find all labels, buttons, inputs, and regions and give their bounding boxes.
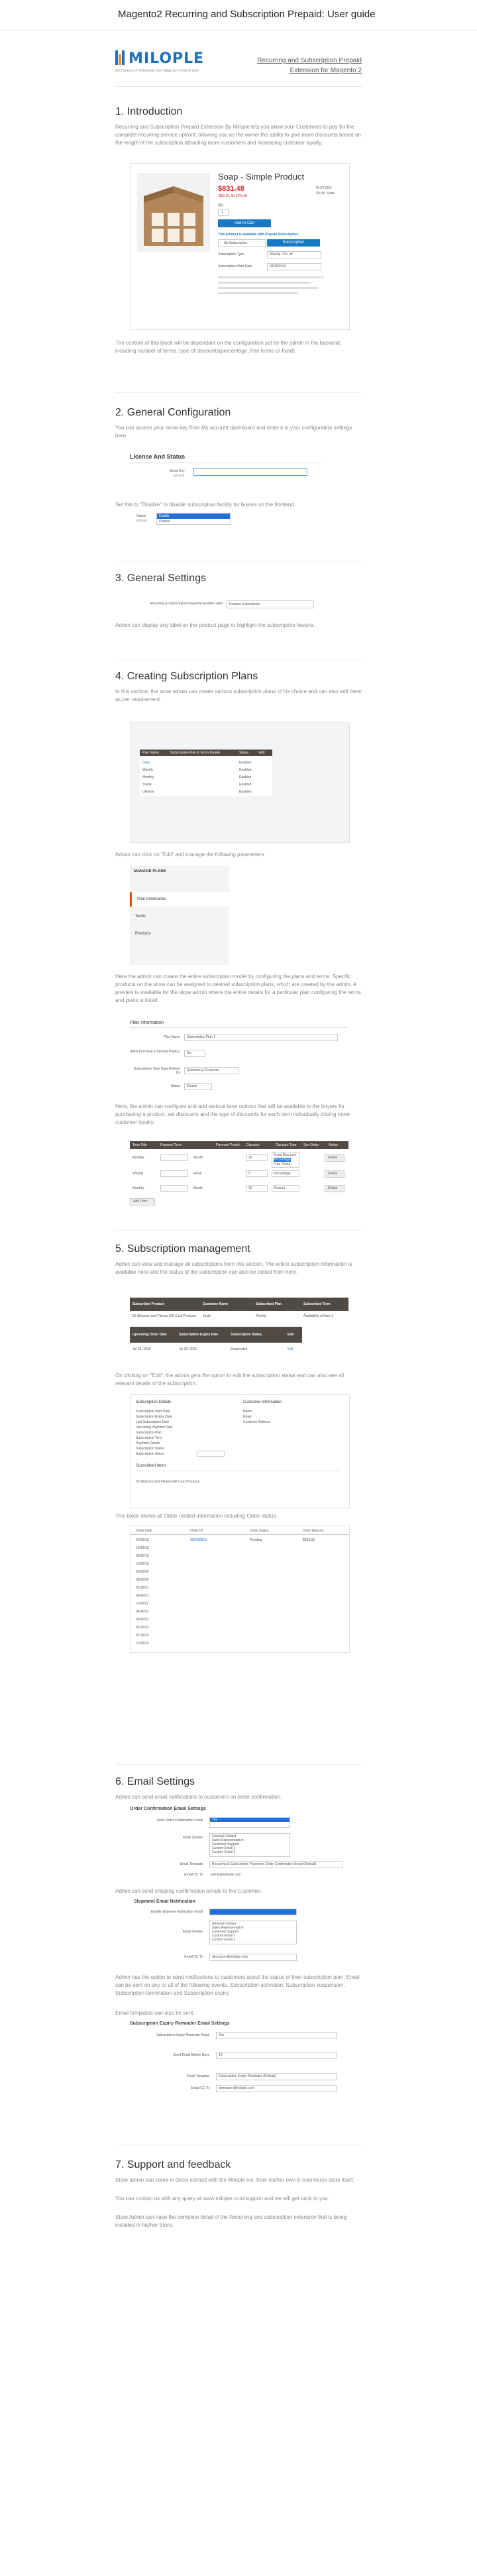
intro-heading: 1. Introduction (115, 106, 183, 117)
shipment-cc-value: demouser@milople.com (212, 1955, 248, 1959)
plans-col-action: Edit (259, 751, 265, 755)
status-dropdown[interactable] (156, 513, 231, 525)
product-page-screenshot (130, 163, 350, 330)
plans-col-status: Status (239, 751, 249, 755)
expiry-reminder-select[interactable] (216, 2032, 337, 2039)
table-row[interactable] (140, 767, 272, 774)
status-option-disable-label: Disable (159, 520, 170, 524)
days-before-value: 10 (219, 2053, 223, 2057)
orders-col-date: Order Date (136, 1529, 152, 1533)
send-confirmation-label: Send Order Confirmation Email (156, 1819, 203, 1822)
term-row-title: Monthly (132, 1186, 144, 1190)
page-title: Magento2 Recurring and Subscription Prepaid: User guide (118, 9, 376, 20)
support-paragraph-2: You can contact us with any query at www.milople.com/support and we will get back to you. (115, 2196, 329, 2202)
delete-term-label: Delete (328, 1172, 338, 1176)
payment-term-input[interactable] (160, 1185, 188, 1192)
subs-col-edit: Edit (288, 1333, 294, 1337)
product-sku: SKU#: Soap (316, 192, 335, 196)
terms-col-discount: Discount (246, 1143, 260, 1147)
subs-row-upcoming: Jul 26, 2018 (132, 1347, 151, 1351)
plan-row-status: Enabled (239, 790, 252, 794)
logo-mark-icon (115, 50, 125, 65)
sender-option[interactable]: Customer Support (212, 1842, 239, 1846)
plan-name-value: Subscription Plan 1 (187, 1035, 216, 1039)
plan-status-label: Status (170, 1084, 180, 1088)
subs-col-plan: Subscribed Plan (256, 1302, 282, 1306)
plans-paragraph-3: Here the admin can create the entire subscription model by configuring the plans and terms. Specific products on the store can be assigned to desired subscription plans, which are created by the admin. A preview is available for the store admin where the entire details for a particular plan configuring the terms and plans is listed. (115, 974, 361, 1003)
terms-col-sort: Sort Order (303, 1143, 319, 1147)
plans-grid-header (140, 750, 272, 756)
intro-paragraph-1: Recurring and Subscription Prepaid Extension By Milople lets you allow your Customers to pay for the complete recurring service upfront, allowing you as the owner the ability to give more discounts based on the length of the subscription attracting more customers and increasing customer loyalty. (115, 124, 361, 146)
subs-col-status: Subscription Status (231, 1333, 262, 1337)
term-row-unit: Month (193, 1156, 203, 1160)
term-row-discount: 10 (248, 1156, 252, 1160)
term-row-discount: 15 (248, 1186, 252, 1190)
orders-col-status: Order Status (250, 1529, 269, 1533)
support-paragraph-3: Store Admin can have the complete detail of the Recurring and subscription extension that is being installed in his/her Store. (115, 2214, 347, 2228)
plan-row-name: Lifetime (142, 790, 154, 794)
stock-status: IN STOCK (316, 186, 332, 190)
expiry-template-label: Email Template (186, 2074, 209, 2078)
order-date: 12/26/23 (136, 1642, 149, 1646)
detail-row-label: Subscription Status (136, 1452, 165, 1456)
tab-terms[interactable] (130, 909, 229, 924)
order-date: 10/26/19 (136, 1562, 149, 1566)
shipment-cc-label: Email CC To (184, 1955, 203, 1959)
subscription-available-label: This product is available with Prepaid Subscription (218, 233, 299, 237)
order-email-screenshot (130, 1807, 348, 1879)
subscribed-item-name: 50 Skincare and Fitness Gift Card Products (136, 1480, 200, 1484)
sender-option[interactable]: Sales Representative (212, 1926, 244, 1930)
customer-row-label: Email (243, 1415, 252, 1419)
enable-shipment-select[interactable] (209, 1909, 297, 1915)
product-box-image (137, 173, 210, 252)
email-template-select[interactable] (209, 1861, 343, 1868)
subs-col-product: Subscribed Product (132, 1302, 164, 1306)
plan-row-status: Enabled (239, 775, 252, 779)
subscription-type-label: Subscription Type (218, 252, 244, 256)
plan-status-value: Enable (187, 1084, 197, 1088)
customer-row-label: Name (243, 1410, 252, 1414)
term-row-unit: Week (193, 1172, 202, 1176)
expiry-cc-input[interactable] (216, 2085, 337, 2092)
orders-list (131, 1545, 349, 1651)
subs-edit-link[interactable]: Edit (288, 1347, 293, 1351)
detail-row-label: Subscription Plan (136, 1431, 162, 1435)
order-id-link[interactable]: 000000010 (190, 1538, 207, 1542)
term-row-title: Monthly (132, 1156, 144, 1160)
status-screenshot (130, 510, 236, 537)
days-before-input[interactable] (216, 2052, 337, 2059)
plans-grid-body (140, 756, 272, 796)
detail-row-label: Subscription Term (136, 1436, 162, 1440)
logo-text: MILOPLE (129, 50, 205, 67)
general-config-paragraph-1: You can access your serial key from My account dashboard and enter it in your configuration settings here. (115, 425, 352, 439)
subscription-mgmt-heading: 5. Subscription management (115, 1243, 250, 1255)
subscriptions-table-header-2 (130, 1327, 302, 1343)
tab-plan-information-label: Plan Information (137, 897, 166, 901)
plan-information-screenshot (130, 1021, 348, 1093)
send-confirmation-yes-label: Yes (212, 1818, 218, 1822)
detail-row-label: Subscription Status (136, 1447, 165, 1451)
plan-row-name: Monthly (142, 775, 154, 779)
tab-plan-information[interactable] (130, 892, 229, 907)
send-confirmation-yes[interactable] (210, 1818, 290, 1822)
tab-products[interactable] (130, 926, 229, 941)
enable-label-value: Prepaid Subscription (229, 602, 260, 606)
serial-key-input[interactable] (193, 468, 307, 476)
status-label: Status (136, 514, 146, 518)
customer-info-title: Customer Information (243, 1400, 282, 1404)
section-divider-5 (115, 1764, 362, 1765)
send-confirmation-select[interactable] (209, 1817, 290, 1828)
qty-label: Qty (218, 203, 223, 207)
plan-row-name: Yearly (142, 783, 152, 787)
subs-col-term: Subscribed Term (303, 1302, 331, 1306)
delete-term-button[interactable] (325, 1185, 344, 1192)
subscribed-items-title: Subscribed Items (136, 1464, 167, 1468)
expiry-template-select[interactable] (216, 2073, 337, 2080)
subscriptions-table-screenshot (130, 1298, 348, 1361)
detail-row-label: Subscription Start Date (136, 1410, 170, 1414)
table-row[interactable] (140, 782, 272, 789)
term-row-type: Percentage (274, 1172, 291, 1176)
manage-plans-title: MANAGE PLANS (134, 869, 166, 873)
logo-tagline: the Creators of Technology from Magento's Point of View (115, 69, 199, 73)
detail-row-label: Upcoming Payment Date (136, 1426, 173, 1429)
enable-shipment-label: Enable Shipment Notification Email (150, 1910, 203, 1914)
email-sender-label: Email Sender (182, 1836, 203, 1840)
subscription-mgmt-paragraph-3: This block shows all Order related information including Order status. (115, 1513, 278, 1519)
expiry-email-screenshot (130, 2021, 348, 2101)
shipment-email-screenshot (130, 1899, 348, 1964)
plan-row-name: Weekly (142, 768, 154, 772)
no-subscription-option[interactable] (218, 239, 266, 247)
plans-paragraph-4: Here, the admin can configure and add various term options that will be available to the buyers for purchasing a product, set discounts and the type of discounts for each term individually driving more customer loyalty. (115, 1103, 350, 1125)
subs-col-customer: Customer Name (203, 1302, 229, 1306)
add-term-button[interactable] (130, 1198, 155, 1205)
section-divider-1 (115, 392, 362, 393)
plan-row-status: Enabled (239, 768, 252, 772)
qty-value: 1 (221, 210, 223, 214)
plan-status-select[interactable] (184, 1083, 212, 1090)
email-paragraph-4: Email templates can also be sent. (115, 2010, 195, 2016)
customer-row-label: Customer Address (243, 1420, 271, 1424)
allow-purchase-value: No (187, 1051, 191, 1055)
subs-row-expiry: Jul 26, 2021 (179, 1347, 197, 1351)
discount-input[interactable] (246, 1185, 268, 1192)
order-date: 01/26/21 (136, 1586, 149, 1590)
sender-option[interactable]: General Contact (212, 1834, 237, 1838)
delete-term-button[interactable] (325, 1154, 344, 1162)
expiry-reminder-value: Yes (219, 2033, 225, 2037)
email-template-label: Email Template (180, 1862, 203, 1866)
brand-logo (115, 49, 205, 77)
order-date: 06/26/21 (136, 1594, 149, 1598)
email-sender-list[interactable] (209, 1833, 290, 1857)
general-settings-paragraph: Admin can display any label on the product page to highlight the subscription feature. (115, 622, 315, 628)
discount-type-select[interactable] (272, 1170, 299, 1177)
order-date: 08/26/20 (136, 1578, 149, 1582)
subscription-option[interactable]: Subscription (267, 239, 320, 247)
days-before-label: Send Email Before Days (173, 2053, 209, 2057)
delete-term-button[interactable] (325, 1170, 344, 1178)
sender-option[interactable]: Sales Representative (212, 1838, 244, 1842)
order-date: 05/26/19 (136, 1554, 149, 1558)
payment-term-input[interactable] (160, 1170, 188, 1177)
term-row-discount: 5 (248, 1172, 250, 1176)
table-row[interactable] (130, 1169, 348, 1178)
order-date: 07/26/23 (136, 1634, 149, 1638)
start-date-defined-value: Selected by Customer (187, 1068, 220, 1072)
table-row[interactable] (130, 1345, 302, 1355)
expiry-email-title: Subscription Expiry Reminder Email Settings (130, 2021, 230, 2026)
status-option-disable[interactable] (157, 519, 230, 524)
plans-paragraph-2: Admin can click on "Edit" and manage the following parameters. (115, 852, 266, 858)
subs-row-status: Suspended (231, 1347, 248, 1351)
email-paragraph-3: Admin has the option to send notifications to customers about the status of their subscription plan. Email can be sent on any or all of the following events. Subscription activation, Subscription suspension, Subscription termination and Subscription expiry. (115, 1974, 360, 1996)
general-settings-heading: 3. General Settings (115, 573, 206, 584)
qty-input[interactable] (218, 209, 229, 216)
terms-col-payment-term: Payment Term (160, 1143, 182, 1147)
order-amount: $553.56 (303, 1538, 315, 1542)
subscription-type-value: Weekly / 5% off (270, 252, 293, 256)
enable-label-input[interactable] (227, 600, 314, 608)
add-to-cart-button[interactable]: Add to Cart (218, 219, 271, 227)
product-discount: -$63.16, $n 20% off (218, 194, 247, 198)
subs-row-term: Availability of lines 1 (303, 1314, 333, 1318)
status-option-enable[interactable] (157, 514, 230, 519)
subs-col-upcoming: Upcoming Order Date (132, 1333, 167, 1337)
terms-col-title: Term Title (132, 1143, 147, 1147)
shipment-sender-list[interactable] (209, 1921, 297, 1944)
license-screenshot (130, 453, 322, 493)
order-date: 04/26/22 (136, 1610, 149, 1614)
shipment-sender-label: Email Sender (182, 1930, 203, 1934)
terms-col-action: Action (329, 1143, 338, 1147)
sender-option[interactable]: Custom Email 1 (212, 1846, 236, 1850)
table-row[interactable] (140, 760, 272, 767)
subs-row-product: 50 Skincare and Fitness Gift Card Products (132, 1314, 197, 1318)
shipment-email-title: Shipment Email Notification (134, 1899, 195, 1904)
manage-plans-screenshot (130, 866, 229, 965)
start-date-label: Subscription Start Date (218, 264, 252, 268)
no-subscription-label: No Subscription (224, 241, 248, 245)
header-divider (115, 86, 362, 87)
subscriptions-table-header (130, 1298, 348, 1311)
general-config-heading: 2. General Configuration (115, 407, 231, 418)
term-row-title: Weekly (132, 1172, 144, 1176)
product-price: $831.48 (218, 185, 244, 193)
plan-information-title: Plan Information (130, 1021, 164, 1025)
email-heading: 6. Email Settings (115, 1776, 195, 1787)
detail-row-label: Last Subscription Date (136, 1420, 170, 1424)
subscription-mgmt-paragraph-1: Admin can view and manage all subscriptions from this section. The entire subscription information is available here and the status of the subscription can also be edited from here. (115, 1261, 352, 1275)
detail-row-label: Payment Details (136, 1441, 160, 1445)
sender-option[interactable]: Custom Email 2 (212, 1938, 236, 1942)
enable-label-field-label: Recurring & Subscription Payments Enable Label (150, 602, 223, 606)
order-status: Pending (250, 1538, 262, 1542)
terms-col-period: Payment Period (216, 1143, 240, 1147)
order-date: 09/26/22 (136, 1618, 149, 1622)
shipment-cc-input[interactable] (209, 1954, 297, 1961)
terms-grid-screenshot (130, 1137, 348, 1210)
terms-col-discount-type: Discount Type (276, 1143, 297, 1147)
enable-label-screenshot (130, 596, 329, 615)
plans-heading: 4. Creating Subscription Plans (115, 671, 258, 682)
orders-table-screenshot (130, 1526, 350, 1653)
discount-type-option[interactable]: Percentage (274, 1158, 291, 1162)
general-config-paragraph-2: Set this to "Disable" to disable subscription facility for buyers on the frontend. (115, 502, 296, 508)
product-name: Soap - Simple Product (218, 172, 305, 182)
order-date: 07/26/18 (136, 1538, 149, 1542)
email-cc-value: admin@milople.com (211, 1873, 241, 1877)
tab-terms-label: Terms (135, 915, 146, 919)
plans-col-desc: Subscription Plan & Terms Details (170, 751, 221, 755)
tab-products-label: Products (135, 932, 151, 936)
discount-input[interactable] (246, 1154, 268, 1161)
sender-option[interactable]: General Contact (212, 1922, 237, 1926)
start-date-defined-label: Subscription Start Date Defined By (133, 1067, 180, 1075)
terms-grid-header (130, 1141, 348, 1149)
subs-row-customer: Justin (203, 1314, 212, 1318)
start-date-input[interactable] (267, 263, 321, 270)
product-image-frame (137, 173, 210, 252)
serial-key-scope: [global] (174, 474, 185, 478)
table-row[interactable] (140, 789, 272, 796)
order-date: 11/26/21 (136, 1602, 149, 1606)
table-row[interactable] (131, 1537, 349, 1543)
sender-option[interactable]: Custom Email 2 (212, 1850, 236, 1854)
delete-term-label: Delete (328, 1156, 338, 1160)
discount-type-list[interactable] (272, 1152, 299, 1168)
subs-col-expiry: Subscription Expiry Date (179, 1333, 219, 1337)
section-divider-4 (115, 1230, 362, 1231)
start-date-defined-select[interactable] (184, 1067, 238, 1074)
discount-type-option[interactable]: Free Terms (274, 1162, 291, 1166)
add-term-label: Add Term (133, 1200, 148, 1204)
intro-paragraph-2: The content of this block will be dependant on the configuration set by the admin in the backend, including number of terms, type of discounts(percentage, free terms or fixed). (115, 340, 342, 354)
subs-row-plan: Weekly (256, 1314, 267, 1318)
delete-term-label: Delete (328, 1186, 338, 1190)
email-cc-label: Email CC To (184, 1873, 203, 1877)
subscription-mgmt-paragraph-2: On clicking on "Edit", the admin gets the option to edit the subscription status and can also see all relevant details of the subscription. (115, 1372, 344, 1386)
plans-col-name: Plan Name (142, 751, 159, 755)
table-row[interactable] (130, 1184, 348, 1193)
table-row[interactable] (130, 1312, 348, 1324)
support-heading: 7. Support and feedback (115, 2159, 231, 2170)
payment-term-input[interactable] (160, 1154, 188, 1161)
start-date-value: 08/25/2016 (270, 264, 287, 268)
discount-type-option[interactable]: Fixed Discount (274, 1153, 296, 1157)
plan-row-status: Enabled (239, 761, 252, 765)
license-title: License And Status (130, 453, 186, 460)
extension-link[interactable]: Recurring and Subscription Prepaid Extension for Magento 2 (257, 57, 362, 74)
subscription-details-title: Subscription Details (136, 1400, 172, 1404)
subscription-type-select[interactable] (267, 251, 321, 258)
order-date: 12/26/18 (136, 1546, 149, 1550)
serial-key-label: Serial Key (170, 469, 185, 473)
plans-grid-screenshot (130, 722, 350, 843)
term-row-unit: Month (193, 1186, 203, 1190)
order-date: 02/26/23 (136, 1626, 149, 1630)
plan-row-status: Enabled (239, 783, 252, 787)
plans-paragraph-1: In this section, the store admin can create various subscription plans of his choice and can also edit them as per requirement. (115, 689, 362, 702)
term-row-type: Amount (274, 1186, 286, 1190)
expiry-cc-value: demouser@milople.com (219, 2086, 254, 2090)
email-template-value: Recurring & Subscription Payments Order Confirmation Email (Default) (212, 1862, 317, 1866)
sender-option[interactable]: Customer Support (212, 1930, 239, 1934)
term-info-lines (218, 276, 331, 300)
orders-col-id: Order ID (190, 1529, 203, 1533)
top-bar (0, 0, 477, 31)
plan-row-name: Daily (142, 761, 150, 765)
orders-col-amount: Order Amount (303, 1529, 324, 1533)
table-row[interactable] (140, 775, 272, 781)
table-row[interactable] (130, 1153, 348, 1166)
order-date: 03/26/20 (136, 1570, 149, 1574)
status-option-enable-label: Enable (159, 514, 170, 518)
order-email-title: Order Confirmation Email Settings (130, 1807, 206, 1811)
email-paragraph-2: Admin can send shipping confirmation emails to the Customer. (115, 1888, 262, 1894)
support-paragraph-1: Store admin can come in direct contact with the Milople Inc. from his/her own E-commerce store itself. (115, 2177, 354, 2183)
sender-option[interactable]: Custom Email 1 (212, 1934, 236, 1938)
subscription-details-screenshot (130, 1394, 350, 1508)
status-scope: [global] (136, 519, 148, 523)
detail-row-label: Subscription Expiry Date (136, 1415, 172, 1419)
orders-table-header (131, 1526, 349, 1535)
email-paragraph-1: Admin can send email notifications to customers on order confirmation. (115, 1794, 282, 1800)
allow-purchase-select[interactable] (184, 1050, 205, 1057)
allow-purchase-label: Allow Purchase in Normal Product (130, 1050, 180, 1054)
expiry-template-value: Subscription Expiry Reminder (Default) (219, 2074, 276, 2078)
subscription-status-select[interactable] (197, 1451, 225, 1457)
discount-type-select[interactable] (272, 1185, 299, 1192)
plan-name-label: Plan Name (164, 1035, 180, 1039)
expiry-cc-label: Email CC To (191, 2086, 209, 2090)
expiry-reminder-label: Subscription Expiry Reminder Email (156, 2033, 209, 2037)
plan-name-input[interactable] (184, 1034, 338, 1041)
discount-input[interactable] (246, 1170, 268, 1177)
